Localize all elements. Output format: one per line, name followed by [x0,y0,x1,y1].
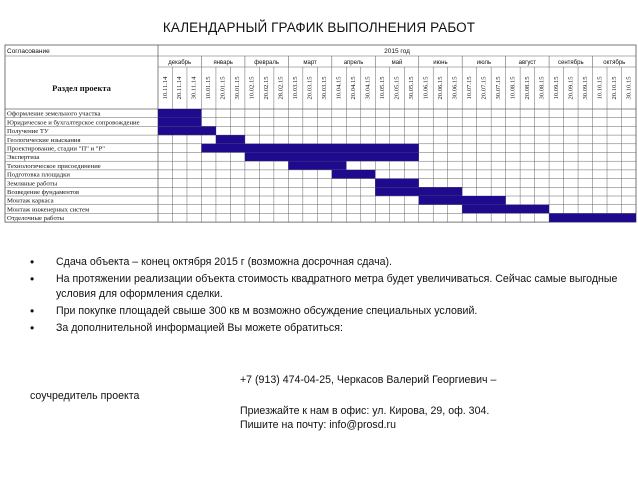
month-label: сентябрь [558,60,584,66]
date-label: 20.09.15 [567,76,575,100]
date-label: 10.09.15 [552,76,560,100]
date-label: 28.02.15 [277,76,285,100]
date-label: 10.08.15 [509,76,517,100]
date-label: 30.06.15 [451,76,459,100]
month-label: апрель [343,60,364,66]
bullet-deadline: • Сдача объекта – конец октября 2015 г (возможна досрочная сдача). [30,255,620,270]
task-bar [549,213,636,222]
contact-office: Приезжайте к нам в офис: ул. Кирова, 29, оф. 304. [240,405,490,417]
task-bar [375,179,418,188]
task-bar [216,135,245,144]
task-bar [462,205,549,214]
date-label: 20.05.15 [393,76,401,100]
task-label: Экспертиза [7,154,40,162]
date-label: 30.10.15 [625,76,633,100]
month-label: июнь [433,60,448,66]
date-label: 10.11.14 [161,76,169,100]
page-title: КАЛЕНДАРНЫЙ ГРАФИК ВЫПОЛНЕНИЯ РАБОТ [162,20,476,35]
task-label: Получение ТУ [7,128,49,136]
date-label: 30.01.15 [234,76,242,100]
approval-label: Согласование [7,48,50,55]
date-label: 10.07.15 [465,76,473,100]
month-label: январь [213,60,233,66]
date-label: 10.03.15 [292,76,300,100]
date-label: 30.11.14 [190,76,198,100]
bullet-special-terms: • При покупке площадей свыше 300 кв м возможно обсуждение специальных условий. [30,304,620,319]
task-bar [201,144,418,153]
schedule-frame [5,45,636,222]
date-label: 10.10.15 [596,76,604,100]
month-label: март [303,60,317,66]
task-label: Земляные работы [7,180,58,188]
task-label: Монтаж каркаса [7,197,54,205]
task-bar [245,153,419,162]
date-label: 20.04.15 [350,76,358,100]
date-label: 30.04.15 [364,76,372,100]
task-bar [158,118,201,127]
month-label: июль [476,60,492,66]
date-label: 10.01.15 [205,76,213,100]
date-label: 20.11.14 [176,76,184,100]
date-label: 30.07.15 [494,76,502,100]
date-label: 20.01.15 [219,76,227,100]
month-label: декабрь [168,60,192,66]
date-label: 10.02.15 [248,76,256,100]
date-label: 20.07.15 [480,76,488,100]
month-label: май [391,60,403,66]
date-label: 10.06.15 [422,76,430,100]
date-label: 20.03.15 [306,76,314,100]
contact-role: соучредитель проекта [30,390,140,402]
task-bar [375,187,462,196]
date-label: 30.05.15 [408,76,416,100]
task-bar [419,196,506,205]
month-label: август [518,60,537,66]
date-label: 10.05.15 [379,76,387,100]
date-label: 20.02.15 [263,76,271,100]
task-label: Геологические изыскания [7,136,81,144]
date-label: 20.08.15 [523,76,531,100]
bullet-price-growth: • На протяжении реализации объекта стоимость квадратного метра будет увеличиваться. Сейчас самые выгодные условия для оформления сделки. [30,272,620,302]
date-label: 20.06.15 [436,76,444,100]
contact-phone: +7 (913) 474-04-25, Черкасов Валерий Георгиевич – [240,374,497,386]
bullet-contact-intro: • За дополнительной информацией Вы можете обратиться: [30,321,620,336]
task-label: Подготовка площадки [7,171,70,179]
bullet-list [30,255,620,338]
month-label: октябрь [603,60,626,66]
contact-email: Пишите на почту: info@prosd.ru [240,419,396,431]
date-label: 30.03.15 [321,76,329,100]
task-label: Технологическое присоединение [7,162,101,170]
date-label: 20.10.15 [610,76,618,100]
task-label: Оформление земельного участка [7,110,101,118]
gantt-chart [0,0,638,230]
month-label: февраль [254,60,280,66]
task-bar [332,170,375,179]
task-label: Проектирование, стадии "П" и "Р" [7,145,105,153]
date-label: 10.04.15 [335,76,343,100]
task-label: Отделочные работы [7,215,65,223]
date-label: 30.08.15 [538,76,546,100]
year-label: 2015 год [384,48,410,55]
date-label: 30.09.15 [581,76,589,100]
task-bar [288,161,346,170]
task-bar [158,126,216,135]
task-label: Возведение фундаментов [7,189,80,196]
section-header: Раздел проекта [52,83,111,93]
task-bar [158,109,201,118]
task-label: Монтаж инженерных систем [7,206,90,214]
task-label: Юридическое и бухгалтерское сопровождение [7,119,140,127]
